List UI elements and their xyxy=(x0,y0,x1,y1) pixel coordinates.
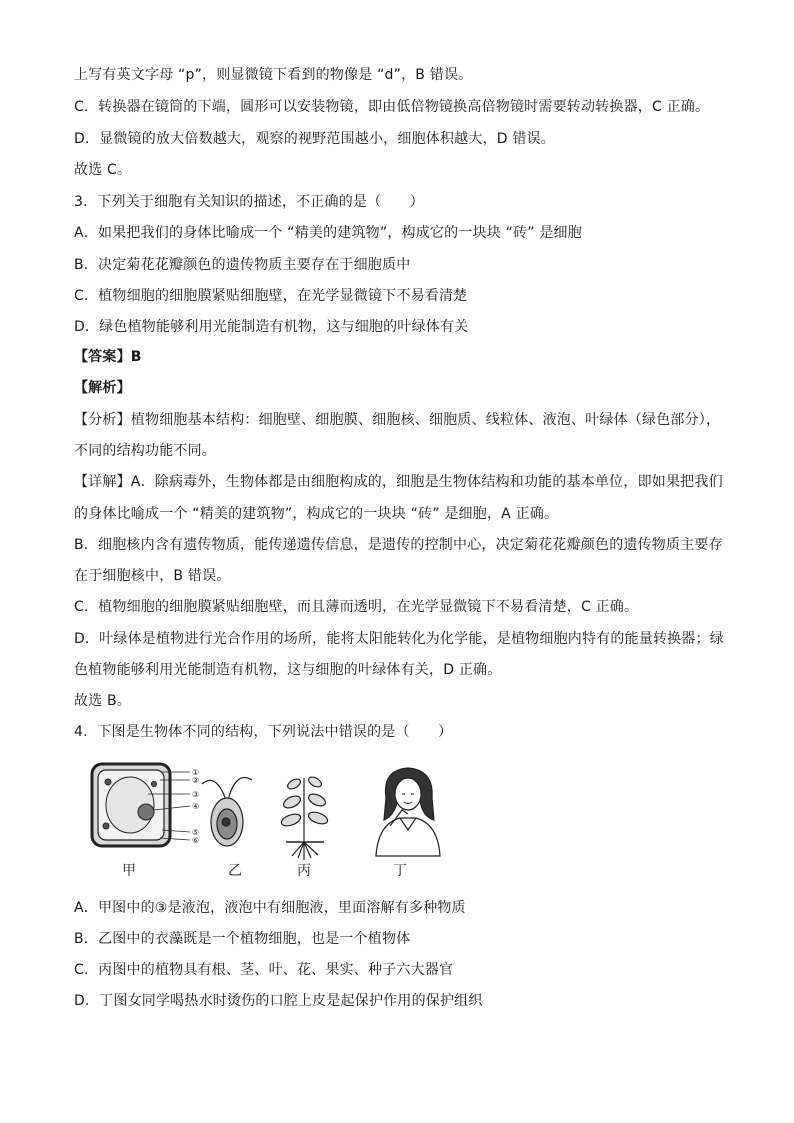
question-4-option-d: D．丁图女同学喝热水时烫伤的口腔上皮是起保护作用的保护组织 xyxy=(74,993,483,1009)
text-line: 色植物能够利用光能制造有机物，这与细胞的叶绿体有关，D 正确。 xyxy=(74,662,502,678)
girl-portrait-diagram xyxy=(376,768,440,856)
text-line: 上写有英文字母 “p”，则显微镜下看到的物像是 “d”，B 错误。 xyxy=(74,67,473,83)
text-line: 在于细胞核中，B 错误。 xyxy=(74,568,231,584)
question-4-option-a: A．甲图中的③是液泡，液泡中有细胞液，里面溶解有多种物质 xyxy=(74,900,466,916)
chlamydomonas-diagram xyxy=(202,778,252,847)
question-4-option-b: B．乙图中的衣藻既是一个植物细胞，也是一个植物体 xyxy=(74,931,411,947)
question-4-option-c: C．丙图中的植物具有根、茎、叶、花、果实、种子六大器官 xyxy=(74,962,454,978)
question-3-option-a: A．如果把我们的身体比喻成一个 “精美的建筑物”，构成它的一块块 “砖” 是细胞 xyxy=(74,225,582,241)
figure-caption-bing: 丙 xyxy=(297,863,311,879)
text-line: 故选 C。 xyxy=(74,162,132,178)
cell-label: ① xyxy=(192,768,200,777)
analysis-label: 【解析】 xyxy=(74,380,131,396)
text-line: D．叶绿体是植物进行光合作用的场所，能将太阳能转化为化学能，是植物细胞内特有的能量转换器；绿 xyxy=(74,631,724,647)
question-4-stem: 4．下图是生物体不同的结构，下列说法中错误的是（ ） xyxy=(74,724,453,740)
cell-label: ③ xyxy=(192,790,200,799)
cell-label: ④ xyxy=(192,802,200,811)
question-3-option-b: B．决定菊花花瓣颜色的遗传物质主要存在于细胞质中 xyxy=(74,257,411,273)
text-line: 的身体比喻成一个 “精美的建筑物”，构成它的一块块 “砖” 是细胞，A 正确。 xyxy=(74,506,559,522)
text-line: 故选 B。 xyxy=(74,693,132,709)
text-line: D．显微镜的放大倍数越大，观察的视野范围越小，细胞体积越大，D 错误。 xyxy=(74,131,556,147)
text-line: B．细胞核内含有遗传物质，能传递遗传信息，是遗传的控制中心，决定菊花花瓣颜色的遗传物质主要存 xyxy=(74,537,723,553)
cell-label: ② xyxy=(192,776,200,785)
biology-figure xyxy=(86,760,466,880)
plant-diagram xyxy=(280,775,329,860)
answer-label: 【答案】B xyxy=(74,349,142,365)
text-line: 【详解】A．除病毒外，生物体都是由细胞构成的，细胞是生物体结构和功能的基本单位，即如果把我们 xyxy=(74,474,723,490)
cell-label: ⑤ xyxy=(192,828,200,837)
question-3-stem: 3．下列关于细胞有关知识的描述，不正确的是（ ） xyxy=(74,194,424,210)
text-line: 【分析】植物细胞基本结构：细胞壁、细胞膜、细胞核、细胞质、线粒体、液泡、叶绿体（绿色部分）， xyxy=(74,412,721,428)
text-line: C．植物细胞的细胞膜紧贴细胞壁，而且薄而透明，在光学显微镜下不易看清楚，C 正确。 xyxy=(74,599,639,615)
text-line: C．转换器在镜筒的下端，圆形可以安装物镜，即由低倍物镜换高倍物镜时需要转动转换器，C 正确。 xyxy=(74,99,710,115)
question-3-option-c: C．植物细胞的细胞膜紧贴细胞壁，在光学显微镜下不易看清楚 xyxy=(74,288,468,304)
question-3-option-d: D．绿色植物能够利用光能制造有机物，这与细胞的叶绿体有关 xyxy=(74,319,469,335)
text-line: 不同的结构功能不同。 xyxy=(74,443,216,459)
figure-caption-jia: 甲 xyxy=(122,863,136,879)
plant-cell-diagram xyxy=(92,764,199,846)
cell-label: ⑥ xyxy=(192,836,200,845)
figure-caption-ding: 丁 xyxy=(393,863,407,879)
figure-caption-yi: 乙 xyxy=(228,863,242,879)
